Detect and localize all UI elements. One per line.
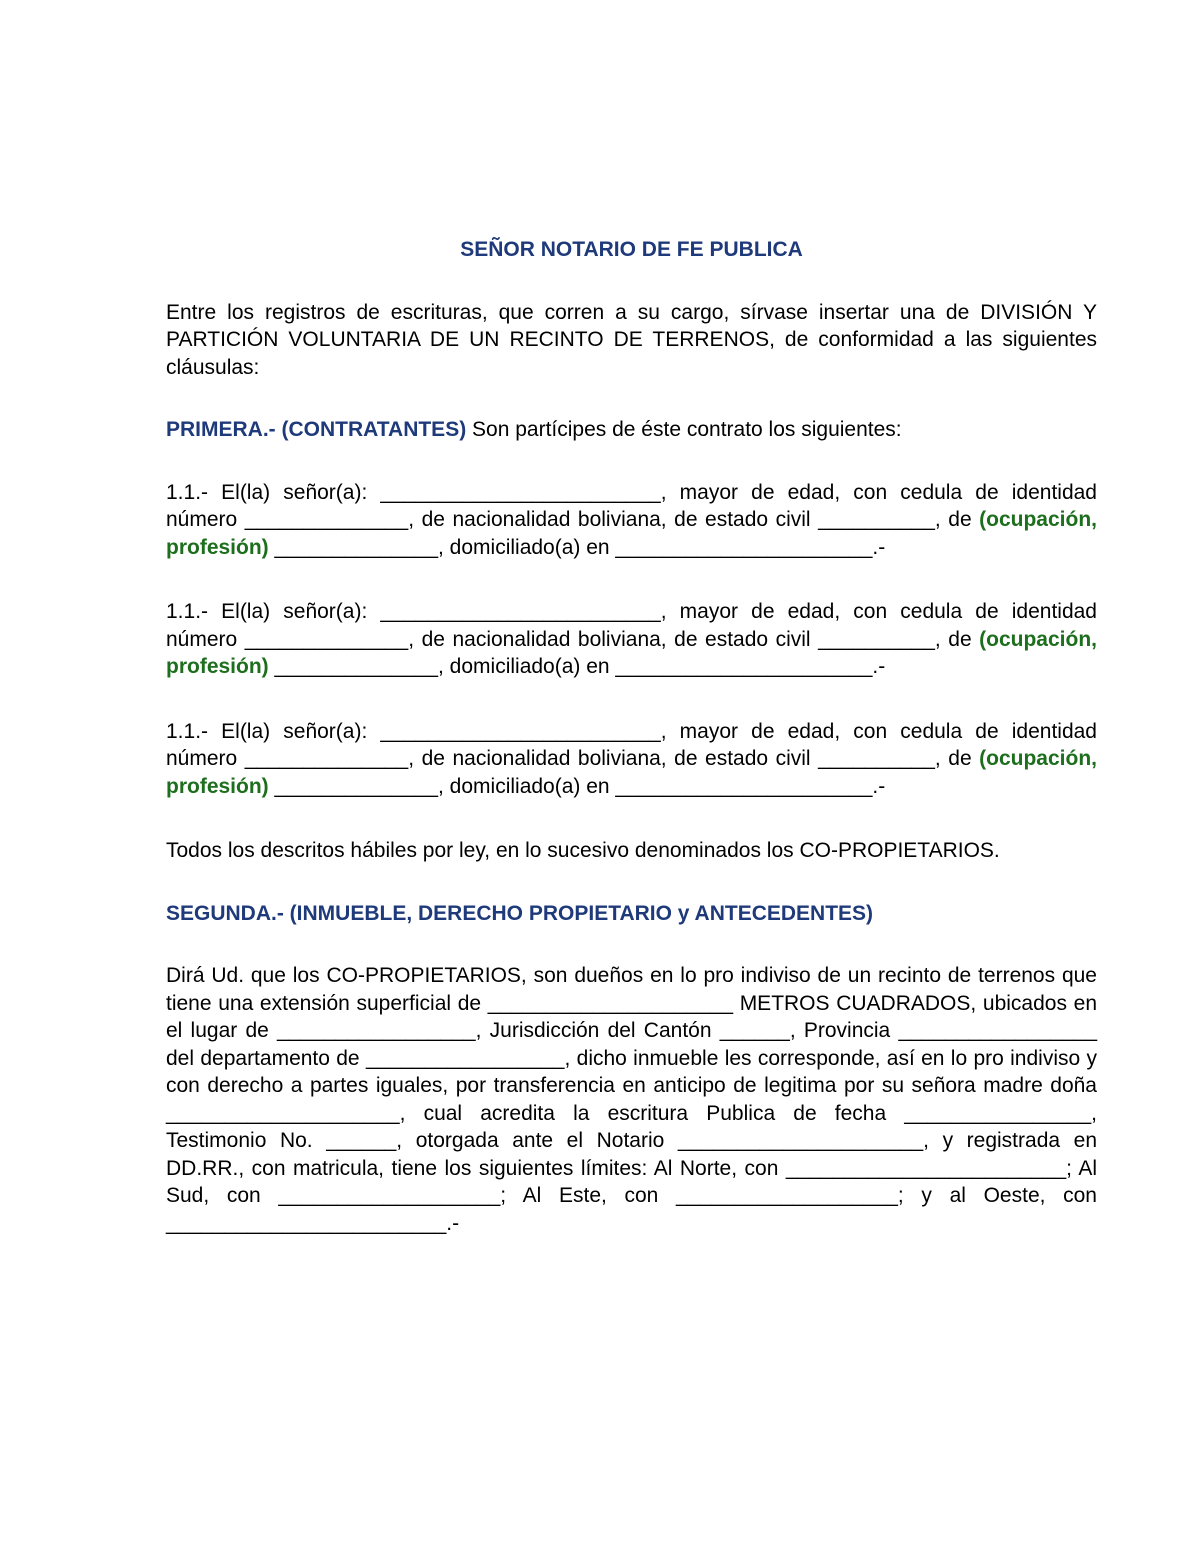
party-text-after: ______________, domiciliado(a) en ______________________.-	[268, 655, 886, 678]
party-occupation-highlight: (ocupación, profesión)	[166, 747, 1097, 798]
party-paragraph-2	[166, 598, 1097, 681]
clause-segunda-heading-paragraph	[166, 900, 1097, 928]
clause-primera-heading: PRIMERA.- (CONTRATANTES)	[166, 418, 467, 441]
document-title: SEÑOR NOTARIO DE FE PUBLICA	[460, 238, 803, 261]
party-occupation-highlight: (ocupación, profesión)	[166, 508, 1097, 559]
party-paragraph-1	[166, 479, 1097, 562]
party-text-after: ______________, domiciliado(a) en ______________________.-	[268, 774, 886, 798]
clause-segunda-text: Dirá Ud. que los CO-PROPIETARIOS, son dueños en lo pro indiviso de un recinto de terrenos que tiene una extensión superficial de _____________________ METROS CUADRADOS, ubicados en el lugar de _________________, Jurisdicción del Cantón ______, Provincia _________________ del departamento de _________________, dicho inmueble les corresponde, así en lo pro indiviso y con derecho a partes iguales, por transferencia en anticipo de legitima por su señora madre doña ____________________, cual acredita la escritura Publica de fecha ________________, Testimonio No. ______, otorgada ante el Notario _____________________, y registrada en DD.RR., con matricula, tiene los siguientes límites: Al Norte, con ________________________; Al Sud, con ___________________; Al Este, con ___________________; y al Oeste, con ________________________.-	[166, 964, 1097, 1235]
party-text-before: 1.1.- El(la) señor(a): ________________________, mayor de edad, con cedula de identidad número ______________, de nacionalidad boliviana, de estado civil __________, de	[166, 600, 1097, 651]
party-occupation-highlight: (ocupación, profesión)	[166, 627, 1097, 678]
document-page	[166, 236, 1097, 1237]
intro-paragraph: Entre los registros de escrituras, que corren a su cargo, sírvase insertar una de DIVISIÓN Y PARTICIÓN VOLUNTARIA DE UN RECINTO DE TERRENOS, de conformidad a las siguientes cláusulas:	[166, 300, 1097, 379]
party-text-after: ______________, domiciliado(a) en ______________________.-	[268, 535, 886, 559]
clause-primera-text: Son partícipes de éste contrato los siguientes:	[466, 418, 902, 441]
party-text-before: 1.1.- El(la) señor(a): ________________________, mayor de edad, con cedula de identidad número ______________, de nacionalidad boliviana, de estado civil __________, de	[166, 480, 1097, 531]
party-paragraph-3	[166, 718, 1097, 801]
todos-paragraph: Todos los descritos hábiles por ley, en lo sucesivo denominados los CO-PROPIETARIOS.	[166, 839, 1000, 862]
party-text-before: 1.1.- El(la) señor(a): ________________________, mayor de edad, con cedula de identidad número ______________, de nacionalidad boliviana, de estado civil __________, de	[166, 719, 1097, 770]
clause-segunda-heading: SEGUNDA.- (INMUEBLE, DERECHO PROPIETARIO y ANTECEDENTES)	[166, 901, 874, 925]
clause-primera	[166, 416, 1097, 444]
